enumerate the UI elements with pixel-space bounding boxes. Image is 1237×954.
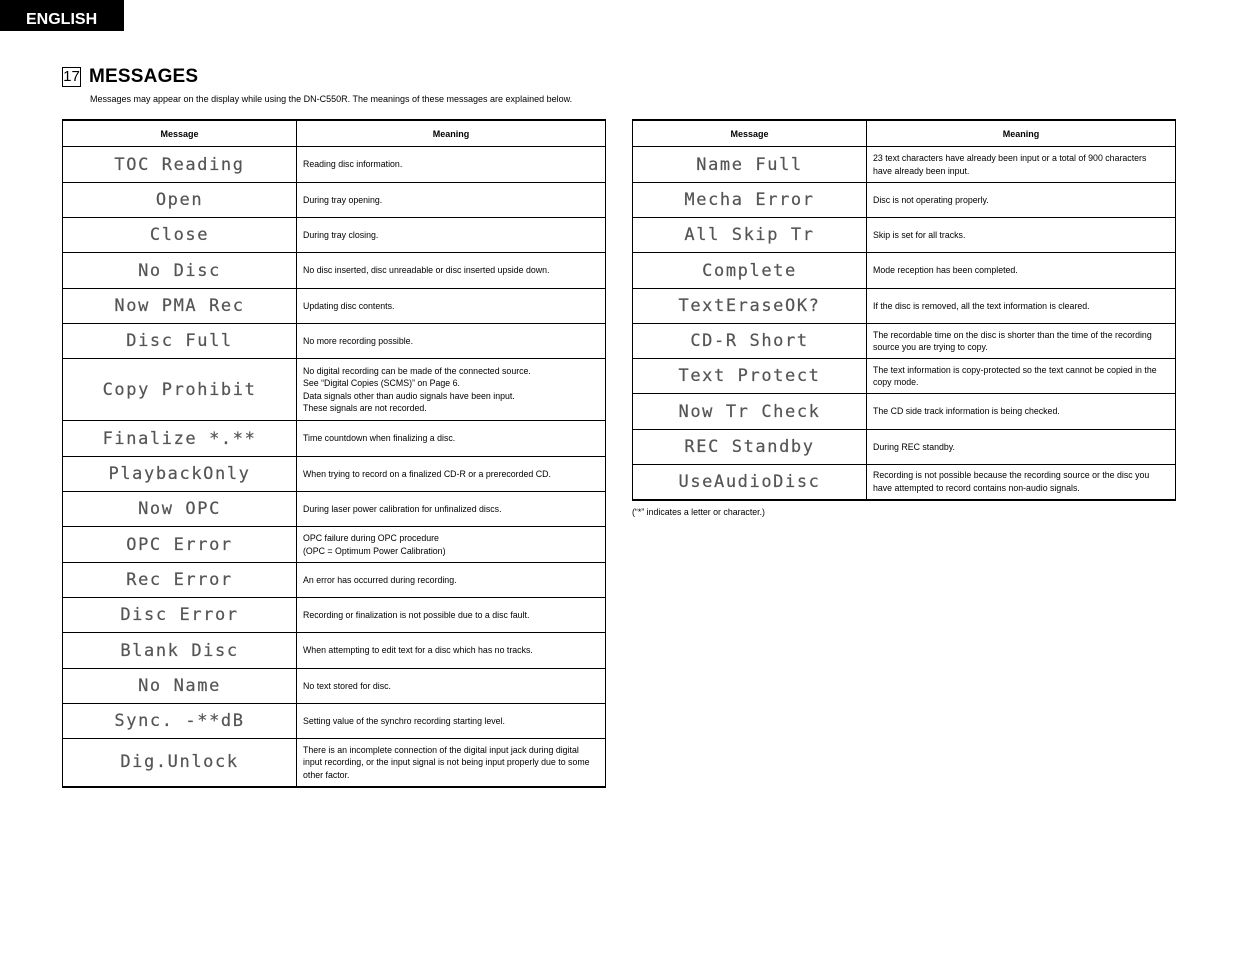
message-meaning: Mode reception has been completed. (867, 253, 1176, 289)
table-row (63, 183, 606, 218)
message-meaning: OPC failure during OPC procedure (OPC = Optimum Power Calibration) (297, 527, 606, 563)
message-meaning: No more recording possible. (297, 324, 606, 359)
display-message: Open (63, 183, 297, 218)
table-row (633, 430, 1176, 465)
table-row (633, 465, 1176, 500)
message-meaning: During REC standby. (867, 430, 1176, 465)
message-meaning: The recordable time on the disc is shorter than the time of the recording source you are trying to copy. (867, 324, 1176, 359)
message-meaning: No disc inserted, disc unreadable or disc inserted upside down. (297, 253, 606, 289)
column-header-message: Message (63, 120, 297, 147)
table-row (63, 289, 606, 324)
message-meaning: Reading disc information. (297, 147, 606, 183)
display-message: Disc Full (63, 324, 297, 359)
display-message: Finalize *.** (63, 421, 297, 457)
display-message: No Disc (63, 253, 297, 289)
language-tab: ENGLISH (0, 0, 124, 31)
table-row (63, 324, 606, 359)
display-message: CD-R Short (633, 324, 867, 359)
message-meaning: An error has occurred during recording. (297, 563, 606, 598)
table-row (633, 147, 1176, 183)
display-message: UseAudioDisc (633, 465, 867, 500)
message-meaning: During tray closing. (297, 218, 606, 253)
display-message: Blank Disc (63, 633, 297, 669)
display-message: All Skip Tr (633, 218, 867, 253)
table-header-row (633, 120, 1176, 147)
column-header-meaning: Meaning (867, 120, 1176, 147)
table-row (63, 633, 606, 669)
table-row (633, 394, 1176, 430)
message-meaning: When attempting to edit text for a disc which has no tracks. (297, 633, 606, 669)
footnote: (“*” indicates a letter or character.) (632, 507, 765, 517)
table-row (633, 359, 1176, 394)
intro-text: Messages may appear on the display while using the DN-C550R. The meanings of these messages are explained below. (90, 94, 573, 104)
message-meaning: Recording or finalization is not possible due to a disc fault. (297, 598, 606, 633)
display-message: TOC Reading (63, 147, 297, 183)
message-meaning: If the disc is removed, all the text information is cleared. (867, 289, 1176, 324)
column-header-message: Message (633, 120, 867, 147)
display-message: REC Standby (633, 430, 867, 465)
column-header-meaning: Meaning (297, 120, 606, 147)
display-message: Copy Prohibit (63, 359, 297, 421)
table-row (63, 492, 606, 527)
display-message: Text Protect (633, 359, 867, 394)
message-meaning: There is an incomplete connection of the digital input jack during digital input recording, or the input signal is not being input properly due to some other factor. (297, 739, 606, 787)
section-header (62, 66, 198, 88)
table-row (633, 253, 1176, 289)
table-row (63, 359, 606, 421)
messages-table-left (62, 119, 606, 788)
table-row (633, 183, 1176, 218)
display-message: Complete (633, 253, 867, 289)
display-message: Name Full (633, 147, 867, 183)
table-row (63, 563, 606, 598)
table-row (63, 598, 606, 633)
section-title: MESSAGES (89, 66, 199, 87)
message-meaning: Skip is set for all tracks. (867, 218, 1176, 253)
message-meaning: The text information is copy-protected so the text cannot be copied in the copy mode. (867, 359, 1176, 394)
table-row (633, 289, 1176, 324)
table-row (63, 218, 606, 253)
display-message: Dig.Unlock (63, 739, 297, 787)
display-message: Close (63, 218, 297, 253)
message-meaning: No digital recording can be made of the connected source. See “Digital Copies (SCMS)” on Page 6. Data signals other than audio signals have been input. These signals are not recorded. (297, 359, 606, 421)
display-message: Rec Error (63, 563, 297, 598)
display-message: Now PMA Rec (63, 289, 297, 324)
section-number: 17 (63, 68, 80, 85)
table-row (633, 218, 1176, 253)
table-row (63, 669, 606, 704)
message-meaning: 23 text characters have already been input or a total of 900 characters have already been input. (867, 147, 1176, 183)
message-meaning: Time countdown when finalizing a disc. (297, 421, 606, 457)
message-meaning: Recording is not possible because the recording source or the disc you have attempted to record contains non-audio signals. (867, 465, 1176, 500)
message-meaning: Updating disc contents. (297, 289, 606, 324)
table-row (63, 704, 606, 739)
table-row (63, 527, 606, 563)
messages-table-right (632, 119, 1176, 501)
message-meaning: During tray opening. (297, 183, 606, 218)
display-message: Now Tr Check (633, 394, 867, 430)
table-row (633, 324, 1176, 359)
table-header-row (63, 120, 606, 147)
display-message: Now OPC (63, 492, 297, 527)
message-meaning: Disc is not operating properly. (867, 183, 1176, 218)
message-meaning: During laser power calibration for unfinalized discs. (297, 492, 606, 527)
table-row (63, 147, 606, 183)
display-message: Disc Error (63, 598, 297, 633)
message-meaning: No text stored for disc. (297, 669, 606, 704)
display-message: OPC Error (63, 527, 297, 563)
display-message: Mecha Error (633, 183, 867, 218)
table-row (63, 457, 606, 492)
message-meaning: The CD side track information is being checked. (867, 394, 1176, 430)
display-message: PlaybackOnly (63, 457, 297, 492)
message-meaning: When trying to record on a finalized CD-R or a prerecorded CD. (297, 457, 606, 492)
display-message: No Name (63, 669, 297, 704)
table-row (63, 421, 606, 457)
message-meaning: Setting value of the synchro recording starting level. (297, 704, 606, 739)
table-row (63, 739, 606, 787)
display-message: TextEraseOK? (633, 289, 867, 324)
table-row (63, 253, 606, 289)
display-message: Sync. -**dB (63, 704, 297, 739)
